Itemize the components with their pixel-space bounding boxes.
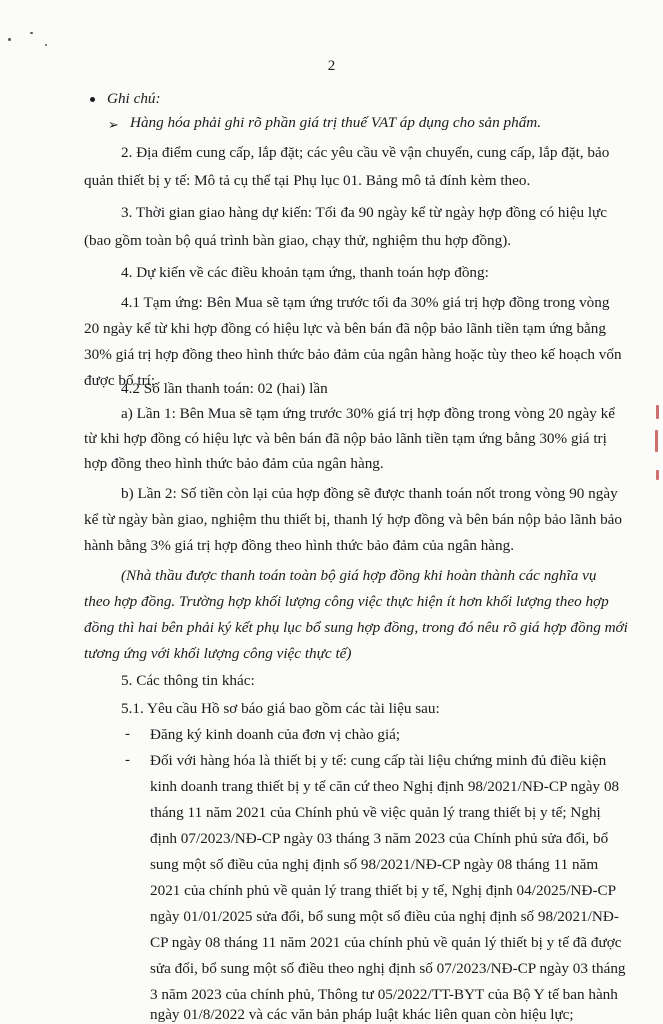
text-line: tương ứng với khối lượng công việc thực tế) — [84, 645, 352, 662]
note-item: Hàng hóa phải ghi rõ phần giá trị thuế VAT áp dụng cho sản phẩm. — [130, 114, 542, 131]
dash-bullet-icon: - — [125, 752, 130, 768]
text-line: b) Lần 2: Số tiền còn lại của hợp đồng sẽ được thanh toán nốt trong vòng 90 ngày — [121, 485, 618, 502]
dash-bullet-icon: - — [125, 726, 130, 742]
text-line: 4.1 Tạm ứng: Bên Mua sẽ tạm ứng trước tối đa 30% giá trị hợp đồng trong vòng — [121, 294, 610, 311]
text-line: 20 ngày kể từ khi hợp đồng có hiệu lực và bên bán đã nộp bảo lãnh tiền tạm ứng bằng — [84, 320, 606, 337]
text-line: Đối với hàng hóa là thiết bị y tế: cung cấp tài liệu chứng minh đủ điều kiện — [150, 752, 607, 769]
text-line: định 07/2023/NĐ-CP ngày 03 tháng 3 năm 2023 của Chính phủ sửa đổi, bổ — [150, 830, 609, 847]
text-line: kể từ ngày bàn giao, nghiệm thu thiết bị, thanh lý hợp đồng và bên bán nộp bảo lãnh bảo — [84, 511, 623, 528]
text-line: CP ngày 08 tháng 11 năm 2021 của chính phủ về quản lý thiết bị y tế đã được — [150, 934, 622, 951]
text-line: kinh doanh trang thiết bị y tế căn cứ theo Nghị định 98/2021/NĐ-CP ngày 08 — [150, 778, 620, 795]
text-line: tháng 11 năm 2021 của Chính phủ về việc quản lý trang thiết bị y tế; Nghị — [150, 804, 601, 821]
scan-speck — [45, 44, 47, 46]
text-line: ngày 01/8/2022 và các văn bản pháp luật khác liên quan còn hiệu lực; — [150, 1006, 574, 1023]
text-line: được bố trí; — [84, 372, 156, 389]
text-line: Đăng ký kinh doanh của đơn vị chào giá; — [150, 726, 401, 743]
text-line: quản thiết bị y tế: Mô tả cụ thể tại Phụ lục 01. Bảng mô tả đính kèm theo. — [84, 172, 531, 189]
text-line: 5.1. Yêu cầu Hồ sơ báo giá bao gồm các tài liệu sau: — [121, 700, 440, 717]
text-line: 2. Địa điểm cung cấp, lắp đặt; các yêu cầu về vận chuyển, cung cấp, lắp đặt, bảo — [121, 144, 610, 161]
text-line: sửa đổi, bổ sung một số điều theo nghị định số 07/2023/NĐ-CP ngày 03 tháng — [150, 960, 626, 977]
text-line: 4. Dự kiến về các điều khoản tạm ứng, thanh toán hợp đồng: — [121, 264, 489, 281]
text-line: a) Lần 1: Bên Mua sẽ tạm ứng trước 30% giá trị hợp đồng trong vòng 20 ngày kể — [121, 405, 615, 422]
scan-speck — [8, 38, 11, 41]
text-line: sung một số điều của nghị định số 98/2021/NĐ-CP ngày 08 tháng 11 năm — [150, 856, 599, 873]
note-heading: Ghi chú: — [107, 90, 161, 107]
text-line: theo hợp đồng. Trường hợp khối lượng công việc thực hiện ít hơn khối lượng theo hợp — [84, 593, 609, 610]
arrow-bullet-icon: ➢ — [108, 118, 119, 133]
text-line: (bao gồm toàn bộ quá trình bàn giao, chạy thử, nghiệm thu hợp đồng). — [84, 232, 512, 249]
page-number: 2 — [327, 58, 336, 74]
text-line: hợp đồng theo hình thức bảo đảm của ngân hàng. — [84, 455, 384, 472]
text-line: đồng thì hai bên phải ký kết phụ lục bổ sung hợp đồng, trong đó nêu rõ giá hợp đồng mới — [84, 619, 628, 636]
scan-edge-mark — [655, 430, 658, 452]
text-line: 30% giá trị hợp đồng theo hình thức bảo đảm của ngân hàng hoặc tùy theo kế hoạch vốn — [84, 346, 622, 363]
scan-speck — [30, 32, 33, 34]
text-line: 5. Các thông tin khác: — [121, 672, 255, 689]
text-line: từ khi hợp đồng có hiệu lực và bên bán đã nộp bảo lãnh tiền tạm ứng bằng 30% giá trị — [84, 430, 607, 447]
text-line: (Nhà thầu được thanh toán toàn bộ giá hợp đồng khi hoàn thành các nghĩa vụ — [121, 567, 597, 584]
bullet-icon — [90, 97, 95, 102]
scan-edge-mark — [656, 405, 659, 419]
text-line: 3. Thời gian giao hàng dự kiến: Tối đa 90 ngày kể từ ngày hợp đồng có hiệu lực — [121, 204, 608, 221]
scan-edge-mark — [656, 470, 659, 480]
text-line: hành bằng 3% giá trị hợp đồng theo hình thức bảo đảm của ngân hàng. — [84, 537, 515, 554]
text-line: ngày 01/01/2025 sửa đổi, bổ sung một số điều của nghị định số 98/2021/NĐ- — [150, 908, 619, 925]
text-line: 3 năm 2023 của chính phủ, Thông tư 05/2022/TT-BYT của Bộ Y tế ban hành — [150, 986, 618, 1003]
text-line: 4.2 Số lần thanh toán: 02 (hai) lần — [121, 380, 328, 397]
text-line: 2021 của chính phủ về quản lý trang thiết bị y tế, Nghị định 04/2025/NĐ-CP — [150, 882, 617, 899]
